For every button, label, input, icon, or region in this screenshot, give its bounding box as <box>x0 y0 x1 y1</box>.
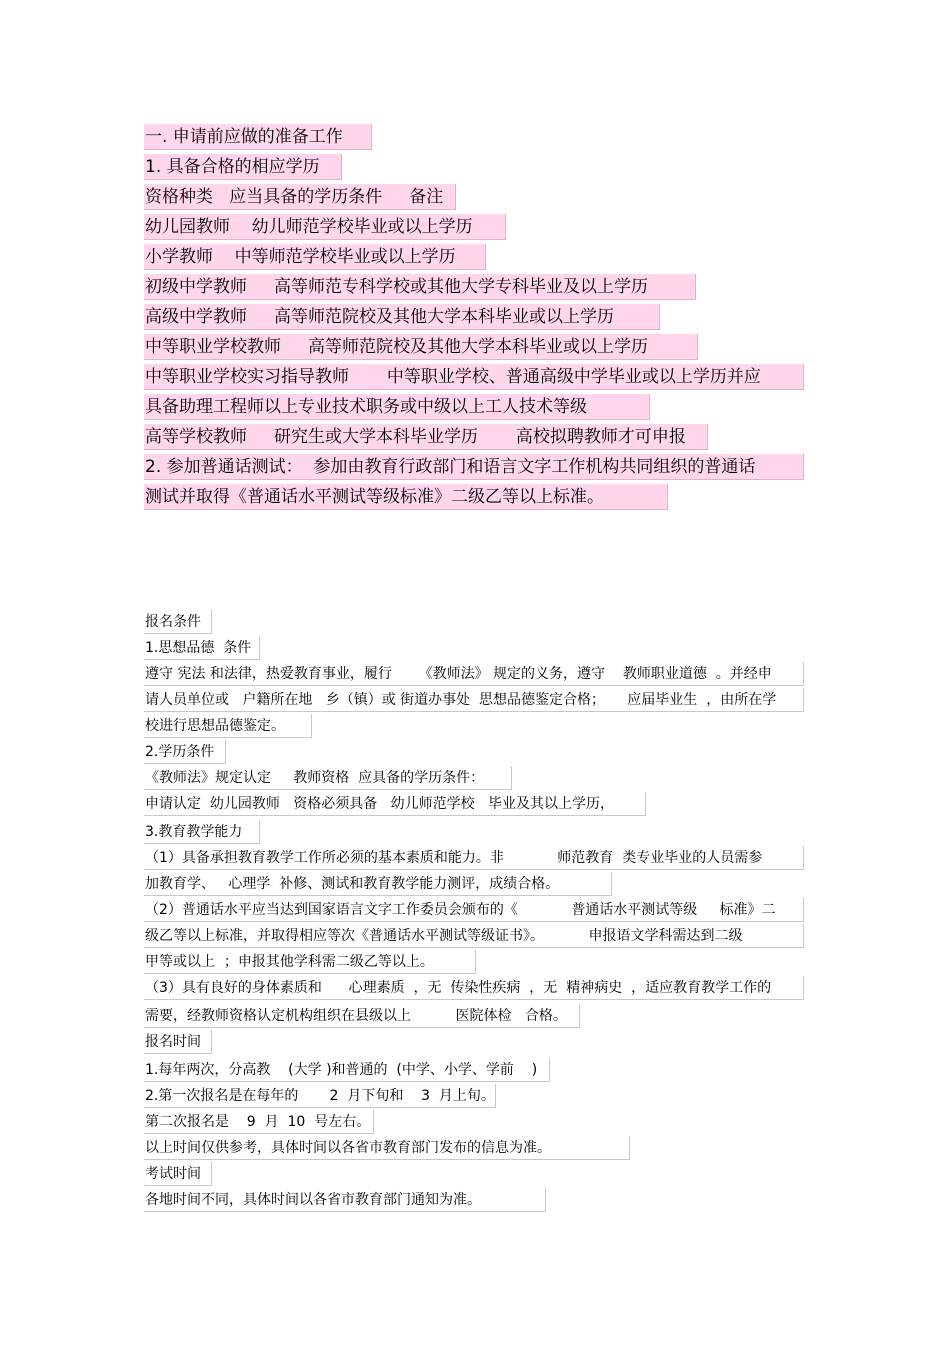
paragraph-line: （1）具备承担教育教学工作所必须的基本素质和能力。非 师范教育 类专业毕业的人员需参 <box>144 846 804 870</box>
requirement-line: 高级中学教师 高等师范院校及其他大学本科毕业或以上学历 <box>144 304 660 330</box>
requirement-line: 中等职业学校实习指导教师 中等职业学校、普通高级中学毕业或以上学历并应 <box>144 364 804 390</box>
paragraph-line: 校进行思想品德鉴定。 <box>144 714 312 738</box>
putonghua-test-line: 测试并取得《普通话水平测试等级标准》二级乙等以上标准。 <box>144 484 668 510</box>
putonghua-test-line: 2. 参加普通话测试： 参加由教育行政部门和语言文字工作机构共同组织的普通话 <box>144 454 804 480</box>
requirement-line: 幼儿园教师 幼儿师范学校毕业或以上学历 <box>144 214 506 240</box>
requirement-line: 具备助理工程师以上专业技术职务或中级以上工人技术等级 <box>144 394 650 420</box>
paragraph-line: （3）具有良好的身体素质和 心理素质 ，无 传染性疾病 ，无 精神病史 ，适应教育教学工作的 <box>144 976 804 1000</box>
subheading-teaching-ability: 3.教育教学能力 <box>144 820 260 844</box>
paragraph-line: 《教师法》规定认定 教师资格 应具备的学历条件： <box>144 766 512 790</box>
heading-exam-time: 考试时间 <box>144 1162 212 1186</box>
paragraph-line: 以上时间仅供参考，具体时间以各省市教育部门发布的信息为准。 <box>144 1136 630 1160</box>
paragraph-line: 遵守 宪法 和法律，热爱教育事业，履行 《教师法》 规定的义务，遵守 教师职业道德 。并经申 <box>144 662 804 686</box>
requirement-line: 小学教师 中等师范学校毕业或以上学历 <box>144 244 486 270</box>
paragraph-line: 2.第一次报名是在每年的 2 月下旬和 3 月上旬。 <box>144 1084 496 1108</box>
paragraph-line: 甲等或以上 ；申报其他学科需二级乙等以上。 <box>144 950 476 974</box>
paragraph-line: 请人员单位或 户籍所在地 乡（镇）或 街道办事处 思想品德鉴定合格； 应届毕业生 ，由所在学 <box>144 688 804 712</box>
paragraph-line: 级乙等以上标准，并取得相应等次《普通话水平测试等级证书》。 申报语文学科需达到二级 <box>144 924 804 948</box>
heading-registration-conditions: 报名条件 <box>144 610 212 634</box>
paragraph-line: （2）普通话水平应当达到国家语言文字工作委员会颁布的《 普通话水平测试等级 标准》二 <box>144 898 804 922</box>
paragraph-line: 需要，经教师资格认定机构组织在县级以上 医院体检 合格。 <box>144 1004 580 1028</box>
section-heading: 一. 申请前应做的准备工作 <box>144 124 372 150</box>
heading-registration-time: 报名时间 <box>144 1030 212 1054</box>
subheading-education: 2.学历条件 <box>144 740 226 764</box>
requirement-line: 高等学校教师 研究生或大学本科毕业学历 高校拟聘教师才可申报 <box>144 424 708 450</box>
paragraph-line: 第二次报名是 9 月 10 号左右。 <box>144 1110 374 1134</box>
paragraph-line: 1.每年两次，分高教 (大学 )和普通的 (中学、小学、学前 ) <box>144 1058 550 1082</box>
paragraph-line: 申请认定 幼儿园教师 资格必须具备 幼儿师范学校 毕业及其以上学历， <box>144 792 646 816</box>
subheading-education: 1. 具备合格的相应学历 <box>144 154 342 180</box>
table-header-line: 资格种类 应当具备的学历条件 备注 <box>144 184 456 210</box>
subheading-morality: 1.思想品德 条件 <box>144 636 260 660</box>
requirement-line: 中等职业学校教师 高等师范院校及其他大学本科毕业或以上学历 <box>144 334 698 360</box>
requirement-line: 初级中学教师 高等师范专科学校或其他大学专科毕业及以上学历 <box>144 274 696 300</box>
paragraph-line: 各地时间不同，具体时间以各省市教育部门通知为准。 <box>144 1188 546 1212</box>
paragraph-line: 加教育学、 心理学 补修、测试和教育教学能力测评，成绩合格。 <box>144 872 612 896</box>
